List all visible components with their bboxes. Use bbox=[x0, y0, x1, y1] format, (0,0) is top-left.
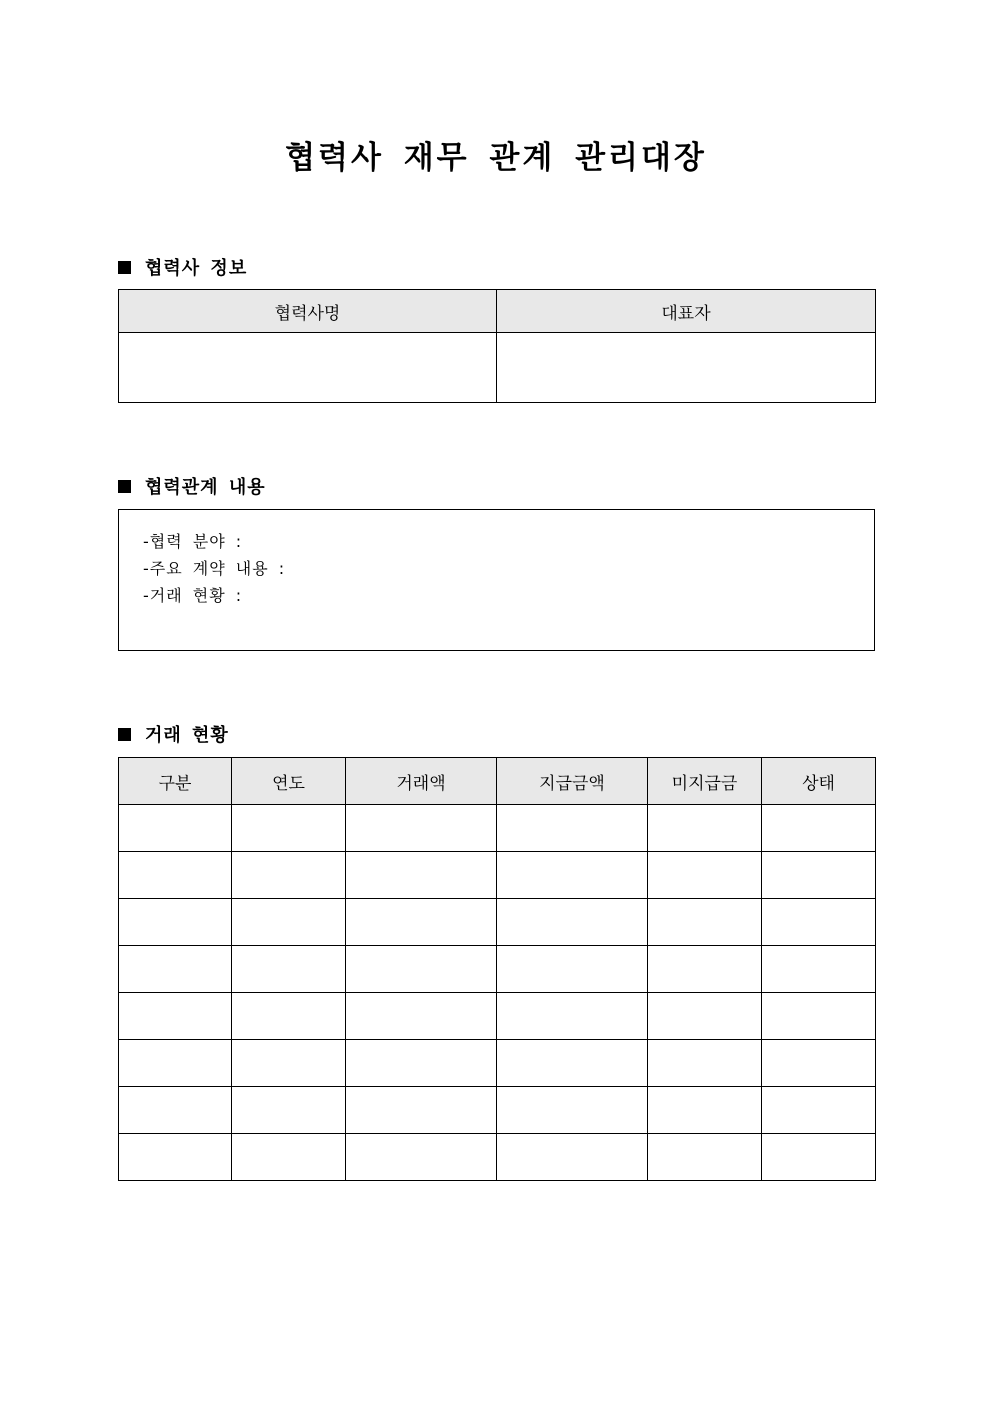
category-cell[interactable] bbox=[119, 899, 232, 946]
trade-table bbox=[118, 757, 876, 1181]
category-cell[interactable] bbox=[119, 805, 232, 852]
trade-amount-cell[interactable] bbox=[346, 946, 497, 993]
partner-name-cell[interactable] bbox=[119, 333, 497, 403]
column-header-unpaid-amount: 미지급금 bbox=[648, 758, 762, 805]
year-cell[interactable] bbox=[232, 993, 346, 1040]
paid-amount-cell[interactable] bbox=[497, 1087, 648, 1134]
unpaid-amount-cell[interactable] bbox=[648, 1087, 762, 1134]
table-row bbox=[119, 1087, 876, 1134]
column-header-partner-name: 협력사명 bbox=[119, 290, 497, 333]
table-row bbox=[119, 333, 876, 403]
status-cell[interactable] bbox=[762, 1040, 876, 1087]
trade-amount-cell[interactable] bbox=[346, 805, 497, 852]
status-cell[interactable] bbox=[762, 899, 876, 946]
column-header-year: 연도 bbox=[232, 758, 346, 805]
section-heading-label: 거래 현황 bbox=[145, 725, 229, 746]
status-cell[interactable] bbox=[762, 805, 876, 852]
table-header-row bbox=[119, 290, 876, 333]
trade-amount-cell[interactable] bbox=[346, 993, 497, 1040]
section-heading-label: 협력관계 내용 bbox=[145, 477, 266, 498]
trade-amount-cell[interactable] bbox=[346, 852, 497, 899]
relationship-line-field: -협력 분야 : bbox=[143, 532, 243, 551]
category-cell[interactable] bbox=[119, 1134, 232, 1181]
document-title: 협력사 재무 관계 관리대장 bbox=[285, 140, 707, 176]
unpaid-amount-cell[interactable] bbox=[648, 1040, 762, 1087]
square-bullet-icon bbox=[118, 480, 131, 493]
paid-amount-cell[interactable] bbox=[497, 993, 648, 1040]
representative-cell[interactable] bbox=[497, 333, 876, 403]
relationship-line-contract: -주요 계약 내용 : bbox=[143, 559, 286, 578]
status-cell[interactable] bbox=[762, 852, 876, 899]
category-cell[interactable] bbox=[119, 993, 232, 1040]
partner-info-table bbox=[118, 289, 876, 403]
trade-amount-cell[interactable] bbox=[346, 899, 497, 946]
table-row bbox=[119, 946, 876, 993]
category-cell[interactable] bbox=[119, 852, 232, 899]
status-cell[interactable] bbox=[762, 993, 876, 1040]
square-bullet-icon bbox=[118, 728, 131, 741]
column-header-status: 상태 bbox=[762, 758, 876, 805]
category-cell[interactable] bbox=[119, 1040, 232, 1087]
trade-amount-cell[interactable] bbox=[346, 1087, 497, 1134]
year-cell[interactable] bbox=[232, 852, 346, 899]
year-cell[interactable] bbox=[232, 1040, 346, 1087]
year-cell[interactable] bbox=[232, 1087, 346, 1134]
status-cell[interactable] bbox=[762, 1134, 876, 1181]
square-bullet-icon bbox=[118, 261, 131, 274]
paid-amount-cell[interactable] bbox=[497, 852, 648, 899]
column-header-trade-amount: 거래액 bbox=[346, 758, 497, 805]
unpaid-amount-cell[interactable] bbox=[648, 993, 762, 1040]
trade-amount-cell[interactable] bbox=[346, 1134, 497, 1181]
unpaid-amount-cell[interactable] bbox=[648, 1134, 762, 1181]
unpaid-amount-cell[interactable] bbox=[648, 899, 762, 946]
status-cell[interactable] bbox=[762, 946, 876, 993]
status-cell[interactable] bbox=[762, 1087, 876, 1134]
table-row bbox=[119, 1040, 876, 1087]
section-heading-relationship bbox=[118, 473, 266, 499]
column-header-paid-amount: 지급금액 bbox=[497, 758, 648, 805]
year-cell[interactable] bbox=[232, 946, 346, 993]
section-heading-label: 협력사 정보 bbox=[145, 258, 248, 279]
paid-amount-cell[interactable] bbox=[497, 1040, 648, 1087]
category-cell[interactable] bbox=[119, 1087, 232, 1134]
year-cell[interactable] bbox=[232, 1134, 346, 1181]
table-header-row bbox=[119, 758, 876, 805]
unpaid-amount-cell[interactable] bbox=[648, 805, 762, 852]
section-heading-trades bbox=[118, 721, 229, 747]
paid-amount-cell[interactable] bbox=[497, 1134, 648, 1181]
unpaid-amount-cell[interactable] bbox=[648, 946, 762, 993]
column-header-category: 구분 bbox=[119, 758, 232, 805]
table-row bbox=[119, 899, 876, 946]
column-header-representative: 대표자 bbox=[497, 290, 876, 333]
paid-amount-cell[interactable] bbox=[497, 946, 648, 993]
paid-amount-cell[interactable] bbox=[497, 899, 648, 946]
relationship-line-trade-status: -거래 현황 : bbox=[143, 586, 243, 605]
trade-amount-cell[interactable] bbox=[346, 1040, 497, 1087]
year-cell[interactable] bbox=[232, 899, 346, 946]
year-cell[interactable] bbox=[232, 805, 346, 852]
section-heading-partner-info bbox=[118, 254, 247, 280]
table-row bbox=[119, 805, 876, 852]
table-row bbox=[119, 993, 876, 1040]
table-row bbox=[119, 852, 876, 899]
category-cell[interactable] bbox=[119, 946, 232, 993]
unpaid-amount-cell[interactable] bbox=[648, 852, 762, 899]
paid-amount-cell[interactable] bbox=[497, 805, 648, 852]
table-row bbox=[119, 1134, 876, 1181]
relationship-content-box[interactable] bbox=[118, 509, 875, 651]
